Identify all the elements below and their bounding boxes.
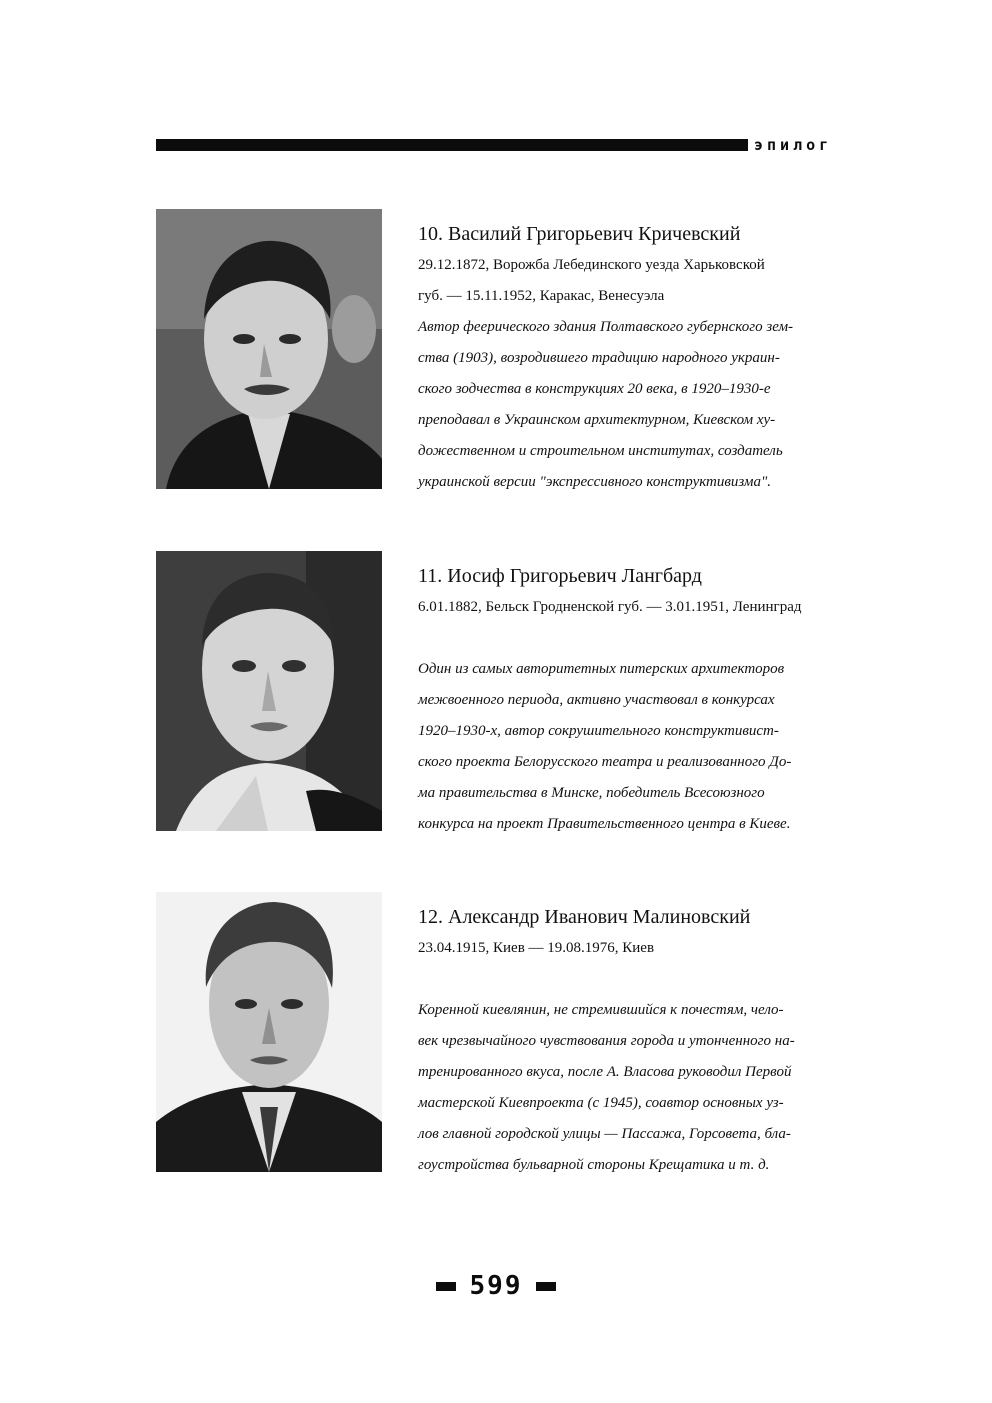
entry-text bbox=[418, 892, 838, 1181]
biography-line: век чрезвычайного чувствования города и утонченного на- bbox=[418, 1033, 795, 1049]
biography-entry-12 bbox=[156, 892, 840, 1182]
portrait-photo-malinovsky bbox=[156, 892, 382, 1172]
life-dates-line: 29.12.1872, Ворожба Лебединского уезда Харьковской bbox=[418, 257, 765, 273]
biography-text bbox=[418, 312, 838, 498]
biography-entry-11 bbox=[156, 551, 840, 841]
person-name: 11. Иосиф Григорьевич Лангбард bbox=[418, 565, 702, 587]
portrait-photo-langbard bbox=[156, 551, 382, 831]
portrait-photo-krichevsky bbox=[156, 209, 382, 489]
biography-line: тренированного вкуса, после А. Власова руководил Первой bbox=[418, 1064, 792, 1080]
biography-text bbox=[418, 654, 838, 840]
person-name: 10. Василий Григорьевич Кричевский bbox=[418, 223, 741, 245]
life-dates-line: 6.01.1882, Бельск Гродненской губ. — 3.01.1951, Ленинград bbox=[418, 599, 802, 615]
page-dash-left bbox=[436, 1282, 456, 1291]
header-rule bbox=[156, 139, 748, 151]
entry-text bbox=[418, 209, 838, 498]
biography-line: конкурса на проект Правительственного центра в Киеве. bbox=[418, 816, 791, 832]
biography-line: ского проекта Белорусского театра и реализованного До- bbox=[418, 754, 792, 770]
entry-text bbox=[418, 551, 838, 840]
biography-line: мастерской Киевпроекта (с 1945), соавтор основных уз- bbox=[418, 1095, 784, 1111]
biography-line: украинской версии "экспрессивного конструктивизма". bbox=[418, 474, 771, 490]
life-dates bbox=[418, 933, 838, 964]
spacer bbox=[418, 964, 838, 995]
biography-line: межвоенного периода, активно участвовал в конкурсах bbox=[418, 692, 775, 708]
biography-line: Автор феерического здания Полтавского губернского зем- bbox=[418, 319, 794, 335]
page-number bbox=[0, 1270, 992, 1302]
biography-line: Один из самых авторитетных питерских архитекторов bbox=[418, 661, 785, 677]
life-dates bbox=[418, 250, 838, 312]
biography-line: 1920–1930-х, автор сокрушительного конструктивист- bbox=[418, 723, 779, 739]
page-number-text: 599 bbox=[469, 1271, 523, 1301]
biography-line: гоустройства бульварной стороны Крещатика и т. д. bbox=[418, 1157, 770, 1173]
section-label: эпилог bbox=[754, 136, 833, 154]
biography-line: дожественном и строительном институтах, создатель bbox=[418, 443, 783, 459]
life-dates-line: 23.04.1915, Киев — 19.08.1976, Киев bbox=[418, 940, 655, 956]
biography-line: Коренной киевлянин, не стремившийся к почестям, чело- bbox=[418, 1002, 784, 1018]
biography-line: преподавал в Украинском архитектурном, Киевском ху- bbox=[418, 412, 776, 428]
life-dates-line: губ. — 15.11.1952, Каракас, Венесуэла bbox=[418, 288, 665, 304]
page-dash-right bbox=[536, 1282, 556, 1291]
biography-entry-10 bbox=[156, 209, 840, 499]
person-name: 12. Александр Иванович Малиновский bbox=[418, 906, 751, 928]
biography-line: лов главной городской улицы — Пассажа, Горсовета, бла- bbox=[418, 1126, 791, 1142]
biography-line: ского зодчества в конструкциях 20 века, в 1920–1930-е bbox=[418, 381, 771, 397]
biography-line: ма правительства в Минске, победитель Всесоюзного bbox=[418, 785, 765, 801]
life-dates bbox=[418, 592, 838, 623]
biography-text bbox=[418, 995, 838, 1181]
biography-line: ства (1903), возродившего традицию народного украин- bbox=[418, 350, 780, 366]
spacer bbox=[418, 623, 838, 654]
